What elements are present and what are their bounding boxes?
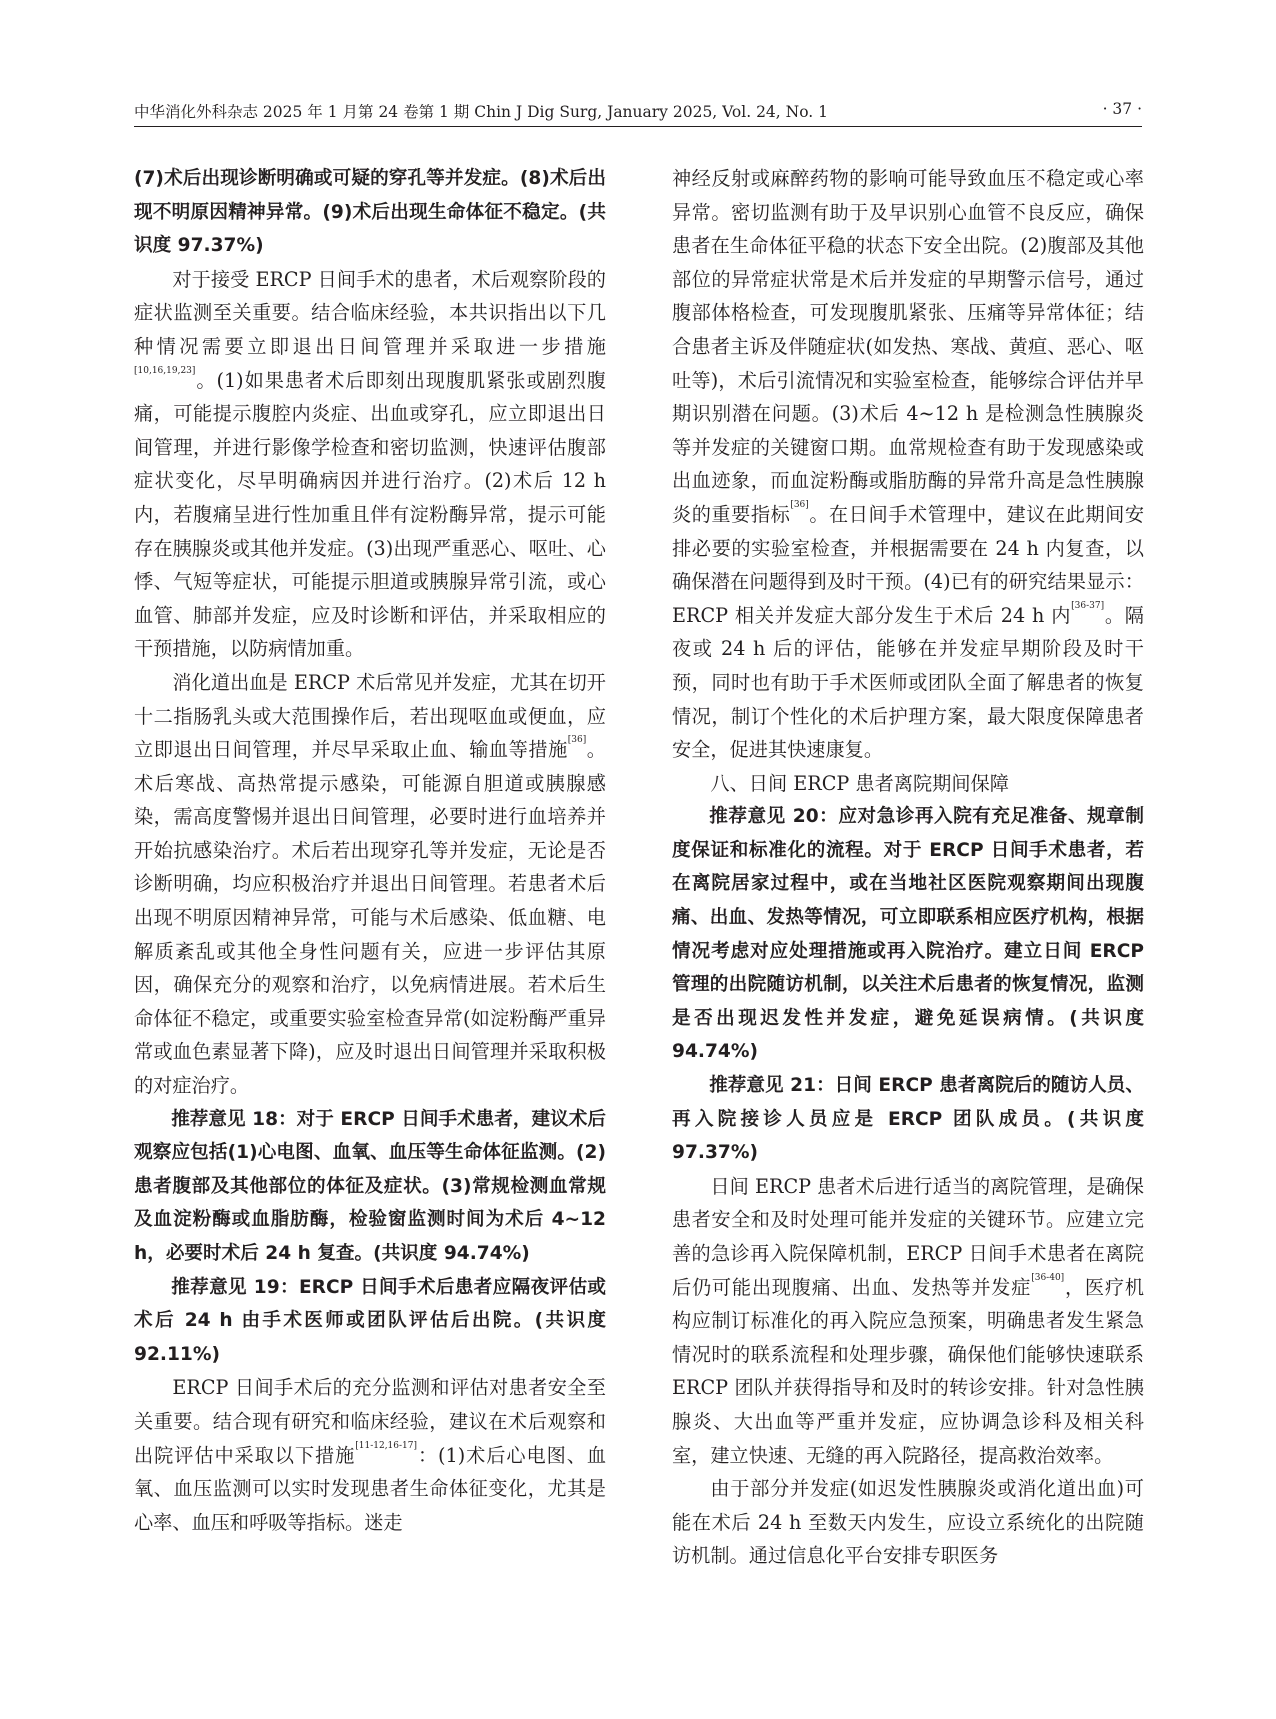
paragraph: 神经反射或麻醉药物的影响可能导致血压不稳定或心率异常。密切监测有助于及早识别心血管不良反应，确保患者在生命体征平稳的状态下安全出院。(2)腹部及其他部位的异常症状常是术后并发症的早期警示信号，通过腹部体格检查，可发现腹肌紧张、压痛等异常体征；结合患者主诉及伴随症状(如发热、寒战、黄疸、恶心、呕吐等)，术后引流情况和实验室检查，能够综合评估并早期识别潜在问题。(3)术后 4~12 h 是检测急性胰腺炎等并发症的关键窗口期。血常规检查有助于发现感染或出血迹象，而血淀粉酶或脂肪酶的异常升高是急性胰腺炎的重要指标[36]。在日间手术管理中，建议在此期间安排必要的实验室检查，并根据需要在 24 h 内复查，以确保潜在问题得到及时干预。(4)已有的研究结果显示：ERCP 相关并发症大部分发生于术后 24 h 内[36-37]。隔夜或 24 h 后的评估，能够在并发症早期阶段及时干预，同时也有助于手术医师或团队全面了解患者的恢复情况，制订个性化的术后护理方案，最大限度保障患者安全，促进其快速康复。	[672, 167, 1145, 762]
journal-citation: 中华消化外科杂志 2025 年 1 月第 24 卷第 1 期 Chin J Dig Surg, January 2025, Vol. 24, No. 1	[134, 103, 828, 121]
page-number: · 37 ·	[1102, 100, 1142, 118]
recommendation-18: 推荐意见 18：对于 ERCP 日间手术患者，建议术后观察应包括(1)心电图、血氧、血压等生命体征监测。(2)患者腹部及其他部位的体征及症状。(3)常规检测血常规及血淀粉酶或血脂肪酶，检验窗监测时间为术后 4~12 h，必要时术后 24 h 复查。(共识度 94.74%)	[134, 1108, 606, 1264]
citation: [36]	[790, 499, 809, 510]
section-heading: 八、日间 ERCP 患者离院期间保障	[710, 771, 1009, 795]
right-column	[672, 162, 1144, 1573]
citation: [36-37]	[1071, 600, 1105, 611]
paragraph: 由于部分并发症(如迟发性胰腺炎或消化道出血)可能在术后 24 h 至数天内发生，应设立系统化的出院随访机制。通过信息化平台安排专职医务	[672, 1477, 1144, 1568]
citation: [10,16,19,23]	[134, 365, 196, 376]
paragraph: 日间 ERCP 患者术后进行适当的离院管理，是确保患者安全和及时处理可能并发症的关键环节。应建立完善的急诊再入院保障机制，ERCP 日间手术患者在离院后仍可能出现腹痛、出血、发热等并发症[36-40]，医疗机构应制订标准化的再入院应急预案，明确患者发生紧急情况时的联系流程和处理步骤，确保他们能够快速联系 ERCP 团队并获得指导和及时的转诊安排。针对急性胰腺炎、大出血等严重并发症，应协调急诊科及相关科室，建立快速、无缝的再入院路径，提高救治效率。	[672, 1174, 1145, 1467]
paragraph: 对于接受 ERCP 日间手术的患者，术后观察阶段的症状监测至关重要。结合临床经验，本共识指出以下几种情况需要立即退出日间管理并采取进一步措施[10,16,19,23]。(1)如果患者术后即刻出现腹肌紧张或剧烈腹痛，可能提示腹腔内炎症、出血或穿孔，应立即退出日间管理，并进行影像学检查和密切监测，快速评估腹部症状变化，尽早明确病因并进行治疗。(2)术后 12 h 内，若腹痛呈进行性加重且伴有淀粉酶异常，提示可能存在胰腺炎或其他并发症。(3)出现严重恶心、呕吐、心悸、气短等症状，可能提示胆道或胰腺异常引流，或心血管、肺部并发症，应及时诊断和评估，并采取相应的干预措施，以防病情加重。	[134, 267, 606, 661]
paragraph: 消化道出血是 ERCP 术后常见并发症，尤其在切开十二指肠乳头或大范围操作后，若出现呕血或便血，应立即退出日间管理，并尽早采取止血、输血等措施[36]。术后寒战、高热常提示感染，可能源自胆道或胰腺感染，需高度警惕并退出日间管理，必要时进行血培养并开始抗感染治疗。术后若出现穿孔等并发症，无论是否诊断明确，均应积极治疗并退出日间管理。若患者术后出现不明原因精神异常，可能与术后感染、低血糖、电解质紊乱或其他全身性问题有关，应进一步评估其原因，确保充分的观察和治疗，以免病情进展。若术后生命体征不稳定，或重要实验室检查异常(如淀粉酶严重异常或血色素显著下降)，应及时退出日间管理并采取积极的对症治疗。	[134, 670, 606, 1098]
paragraph: ERCP 日间手术后的充分监测和评估对患者安全至关重要。结合现有研究和临床经验，建议在术后观察和出院评估中采取以下措施[11-12,16-17]：(1)术后心电图、血氧、血压监测可以实时发现患者生命体征变化，尤其是心率、血压和呼吸等指标。迷走	[134, 1376, 607, 1534]
recommendation-19: 推荐意见 19：ERCP 日间手术后患者应隔夜评估或术后 24 h 由手术医师或团队评估后出院。(共识度 92.11%)	[134, 1276, 606, 1365]
running-header	[134, 96, 1142, 127]
citation: [36]	[567, 735, 587, 746]
recommendation-17-continued: (7)术后出现诊断明确或可疑的穿孔等并发症。(8)术后出现不明原因精神异常。(9)术后出现生命体征不稳定。(共识度 97.37%)	[134, 168, 606, 257]
citation: [36-40]	[1031, 1272, 1065, 1283]
citation: [11-12,16-17]	[355, 1440, 418, 1451]
left-column	[134, 162, 606, 1539]
recommendation-20: 推荐意见 20：应对急诊再入院有充足准备、规章制度保证和标准化的流程。对于 ERCP 日间手术患者，若在离院居家过程中，或在当地社区医院观察期间出现腹痛、出血、发热等情况，可立即联系相应医疗机构，根据情况考虑对应处理措施或再入院治疗。建立日间 ERCP 管理的出院随访机制，以关注术后患者的恢复情况，监测是否出现迟发性并发症，避免延误病情。(共识度 94.74%)	[672, 806, 1144, 1063]
recommendation-21: 推荐意见 21：日间 ERCP 患者离院后的随访人员、再入院接诊人员应是 ERCP 团队成员。(共识度 97.37%)	[672, 1075, 1144, 1164]
